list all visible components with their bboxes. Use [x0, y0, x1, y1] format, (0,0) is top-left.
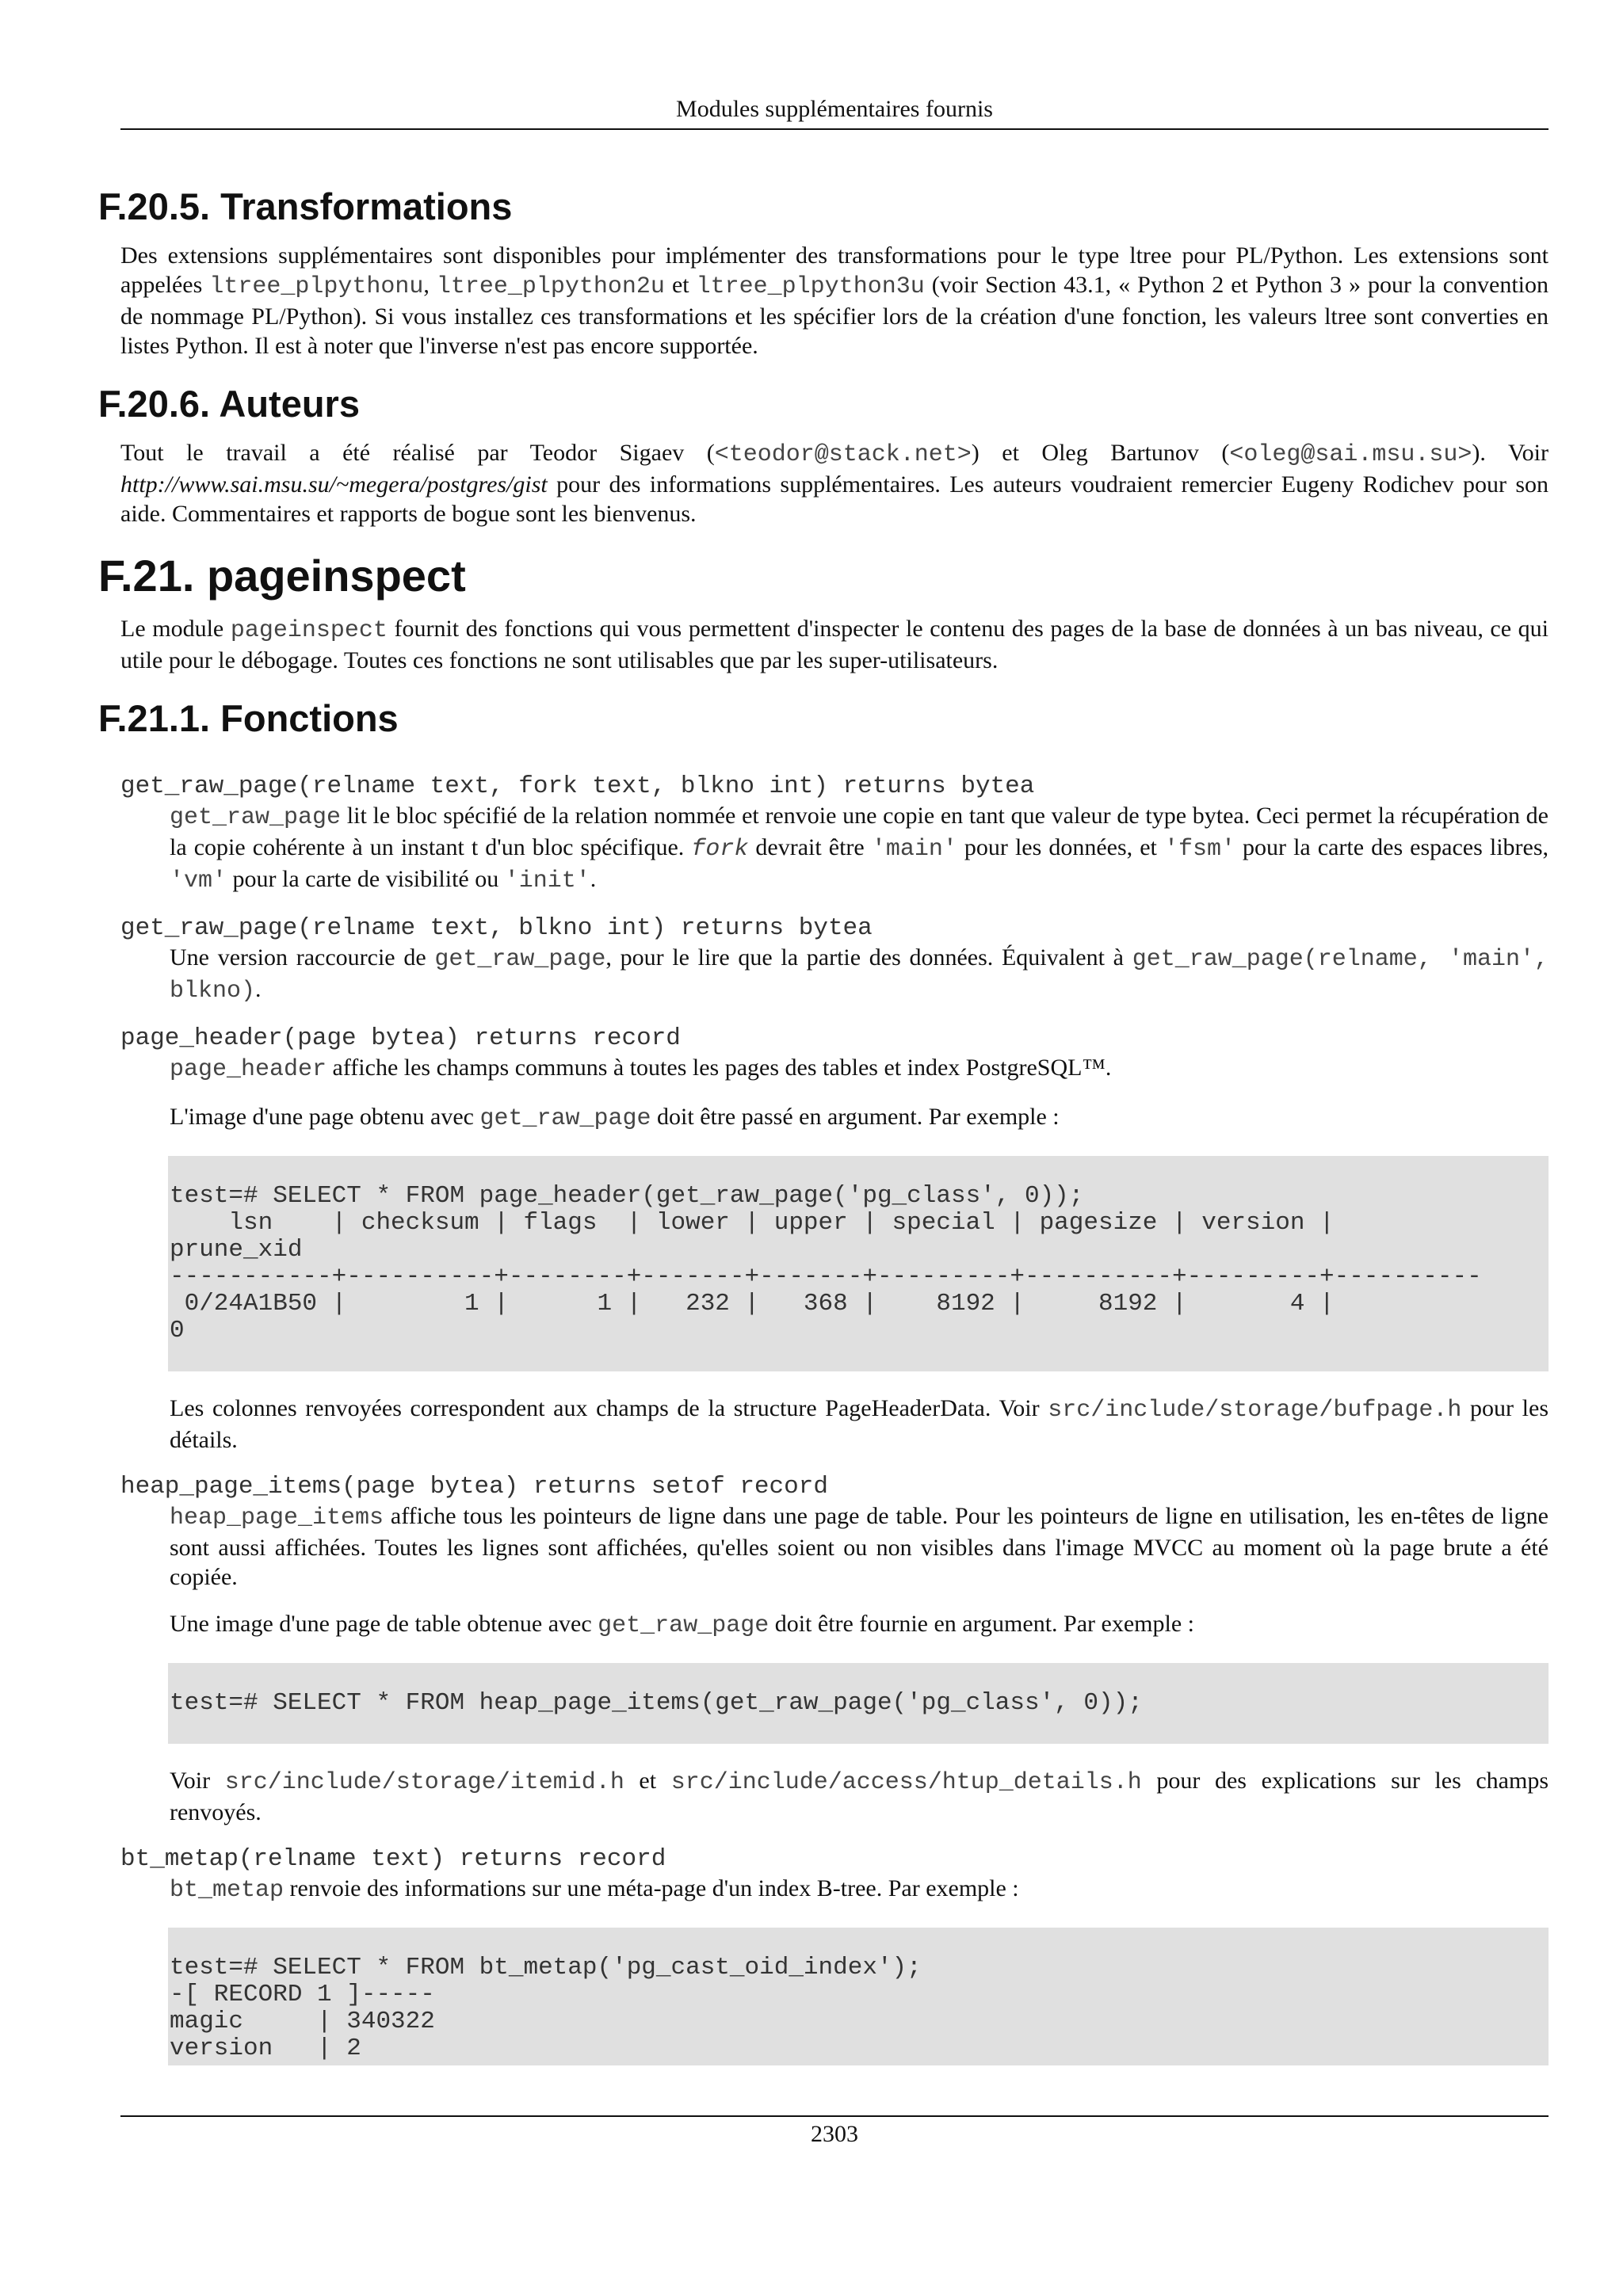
text: Des extensions supplémentaires sont disponibles pour implémenter des transformations pour le type ltree pour PL/Python. Les extensions sont appelées [120, 242, 1549, 298]
code-literal: src/include/access/htup_details.h [670, 1769, 1142, 1796]
code-literal: src/include/storage/bufpage.h [1048, 1397, 1462, 1424]
function-description [170, 1874, 1549, 1905]
function-description [170, 801, 1549, 896]
pageinspect-paragraph [120, 614, 1549, 675]
function-description-notes [170, 1766, 1549, 1827]
text: Une version raccourcie de [170, 944, 435, 971]
code-literal: 'vm' [170, 868, 227, 894]
code-literal: fork [691, 836, 749, 863]
code-literal: bt_metap [170, 1877, 285, 1904]
text: ). Voir [1472, 440, 1549, 466]
function-signature-page-header: page_header(page bytea) returns record [120, 1024, 681, 1052]
header-rule [120, 128, 1549, 130]
code-literal: 'init' [504, 868, 590, 894]
text: , [423, 272, 437, 298]
text: devrait être [748, 834, 872, 860]
text: Les colonnes renvoyées correspondent aux champs de la structure PageHeaderData. Voir [170, 1395, 1048, 1421]
code-literal: pageinspect [230, 617, 388, 644]
function-description-notes [170, 1394, 1549, 1455]
code-literal: heap_page_items [170, 1505, 384, 1531]
code-example-heap-page-items: test=# SELECT * FROM heap_page_items(get_raw_page('pg_class', 0)); [168, 1663, 1549, 1744]
footer-rule [120, 2115, 1549, 2117]
text: lit le bloc spécifié de la relation nommée et renvoie une copie en tant que valeur de type bytea. Ceci permet la récupération de la copie cohérente à un instant t d'un bloc spécifique. [170, 803, 1549, 860]
text: renvoie des informations sur une méta-page d'un index B-tree. Par exemple : [284, 1875, 1019, 1901]
page-content [0, 182, 1623, 2065]
code-literal: get_raw_page [434, 946, 606, 973]
function-description [170, 943, 1549, 1006]
code-literal: src/include/storage/itemid.h [224, 1769, 624, 1796]
function-signature-bt-metap: bt_metap(relname text) returns record [120, 1845, 666, 1873]
text: pour des explications sur les champs renvoyés. [170, 1768, 1549, 1825]
page-number: 2303 [811, 2121, 858, 2147]
text: L'image d'une page obtenu avec [170, 1104, 480, 1130]
text: (voir Section 43.1, « Python 2 et Python 3 » pour la convention de nommage PL/Python). Si vous installez ces transformations et les spécifier lors de la création d'une fonction, les valeurs ltree sont converties en listes Python. Il est à noter que l'inverse n'est pas encore supportée. [120, 272, 1549, 359]
chapter-heading-pageinspect: F.21. pageinspect [98, 551, 466, 601]
code-literal: get_raw_page [479, 1105, 651, 1132]
text: affiche tous les pointeurs de ligne dans une page de table. Pour les pointeurs de ligne en utilisation, les en-têtes de ligne sont aussi affichées. Toutes les lignes sont affichées, qu'elles soient ou non visibles dans l'image MVCC au moment où la page brute a été copiée. [170, 1503, 1549, 1590]
function-signature-heap-page-items: heap_page_items(page bytea) returns setof record [120, 1473, 828, 1501]
text: et [624, 1768, 671, 1794]
code-literal: page_header [170, 1056, 327, 1083]
text: pour les données, et [957, 834, 1164, 860]
function-description-example-intro [170, 1609, 1549, 1641]
section-heading-authors: F.20.6. Auteurs [98, 383, 360, 425]
text: ) et Oleg Bartunov ( [971, 440, 1230, 466]
function-signature-get-raw-page: get_raw_page(relname text, fork text, blkno int) returns bytea [120, 772, 1035, 800]
transformations-paragraph [120, 241, 1549, 360]
email-address: <teodor@stack.net> [714, 441, 972, 468]
code-literal: 'main' [871, 836, 957, 863]
code-literal: get_raw_page(relname, 'main', blkno) [170, 946, 1549, 1005]
text: doit être passé en argument. Par exemple : [651, 1104, 1060, 1130]
text: fournit des fonctions qui vous permettent d'inspecter le contenu des pages de la base de données à un bas niveau, ce qui utile pour le débogage. Toutes ces fonctions ne sont utilisables que par les super-utilisateurs. [120, 616, 1549, 673]
code-literal: ltree_plpython3u [696, 273, 925, 300]
text: pour des informations supplémentaires. Les auteurs voudraient remercier Eugeny Rodichev pour son aide. Commentaires et rapports de bogue sont les bienvenus. [120, 471, 1549, 527]
running-header: Modules supplémentaires fournis [676, 96, 993, 122]
code-literal: 'fsm' [1163, 836, 1235, 863]
section-heading-functions: F.21.1. Fonctions [98, 697, 399, 739]
text: Une image d'une page de table obtenue avec [170, 1611, 598, 1637]
text: et [664, 272, 697, 298]
text: doit être fournie en argument. Par exemple : [769, 1611, 1194, 1637]
code-literal: ltree_plpythonu [209, 273, 424, 300]
text: , pour le lire que la partie des données. Équivalent à [605, 944, 1132, 971]
text: . [255, 976, 262, 1002]
text: affiche les champs communs à toutes les pages des tables et index PostgreSQL™. [327, 1055, 1112, 1081]
text: . [590, 866, 597, 892]
authors-paragraph [120, 438, 1549, 528]
text: Voir [170, 1768, 225, 1794]
code-literal: get_raw_page [170, 804, 342, 831]
function-description [170, 1053, 1549, 1085]
function-signature-get-raw-page-short: get_raw_page(relname text, blkno int) returns bytea [120, 914, 873, 942]
email-address: <oleg@sai.msu.su> [1229, 441, 1472, 468]
gist-link[interactable]: http://www.sai.msu.su/~megera/postgres/gist [120, 471, 548, 498]
code-example-bt-metap: test=# SELECT * FROM bt_metap('pg_cast_oid_index'); -[ RECORD 1 ]----- magic | 340322 version | 2 [168, 1928, 1549, 2065]
code-literal: get_raw_page [598, 1612, 769, 1639]
text: pour les détails. [170, 1395, 1549, 1453]
text: Le module [120, 616, 231, 642]
text: pour la carte de visibilité ou [227, 866, 505, 892]
function-description-example-intro [170, 1102, 1549, 1134]
section-heading-transformations: F.20.5. Transformations [98, 185, 513, 227]
function-description [170, 1501, 1549, 1592]
text: pour la carte des espaces libres, [1235, 834, 1549, 860]
code-literal: ltree_plpython2u [436, 273, 665, 300]
code-example-page-header: test=# SELECT * FROM page_header(get_raw_page('pg_class', 0)); lsn | checksum | flags | lower | upper | special | pagesize | version | prune_xid -----------+----------+--------+-------+-------+---------+----------+---------+---------- 0/24A1B50 | 1 | 1 | 232 | 368 | 8192 | 8192 | 4 | 0 [168, 1156, 1549, 1371]
text: Tout le travail a été réalisé par Teodor Sigaev ( [120, 440, 715, 466]
